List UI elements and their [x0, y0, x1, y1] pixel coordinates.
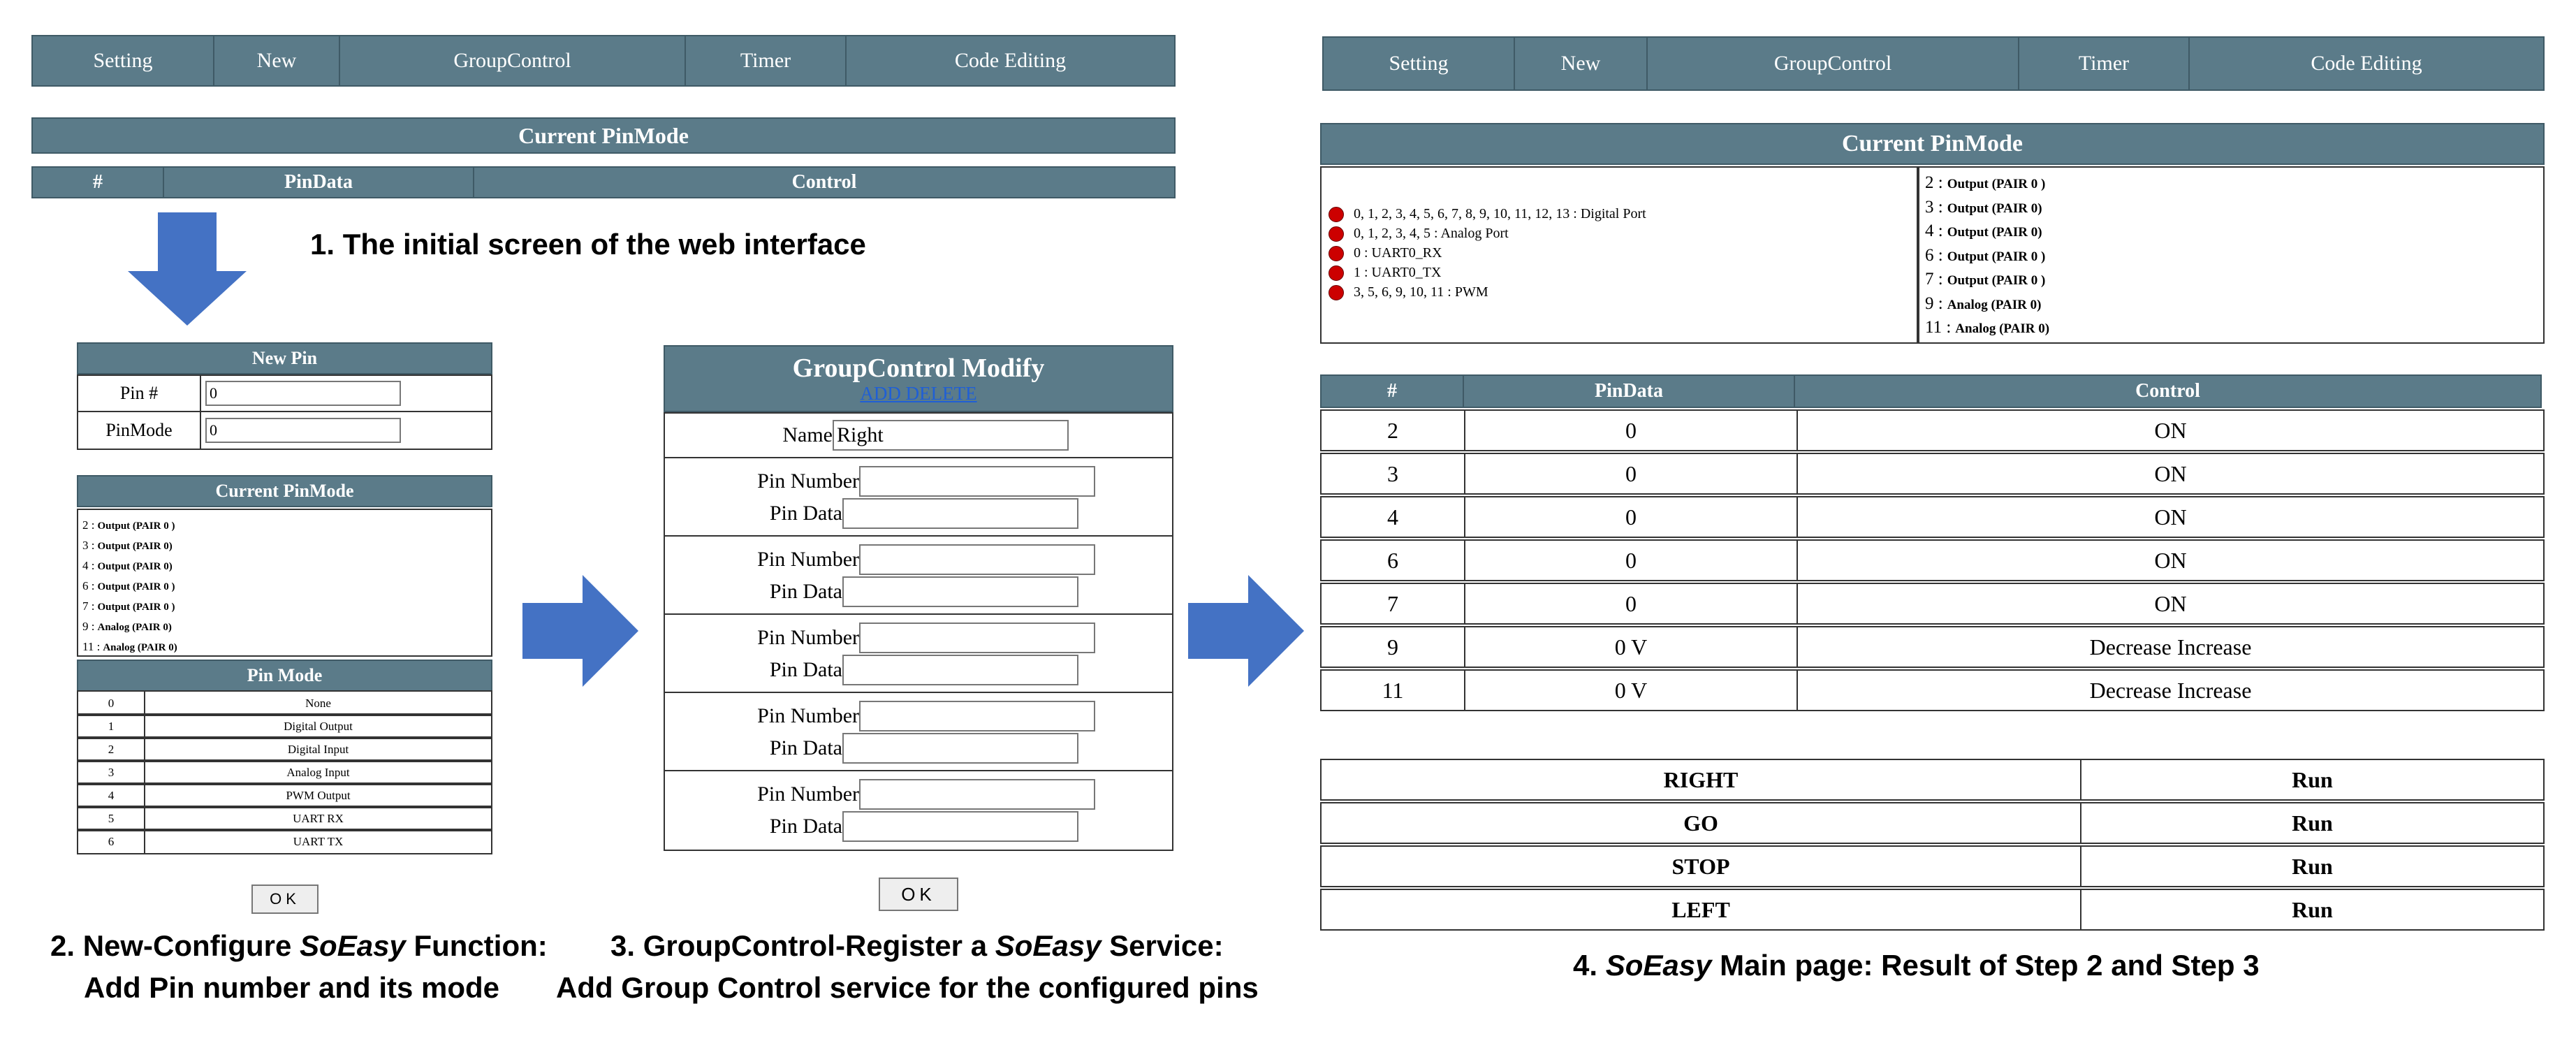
pin-data-cell: 0 — [1464, 453, 1798, 495]
run-button[interactable]: Run — [2080, 759, 2545, 801]
pin-number-cell: 7 — [1320, 583, 1465, 625]
pin-number-input[interactable] — [859, 779, 1095, 810]
pin-number: 4 : — [82, 559, 95, 572]
pin-mode-name: Digital Output — [144, 713, 492, 739]
pin-number: 4 : — [1925, 221, 1943, 240]
caption-step-3-text-b: Service: — [1101, 929, 1224, 962]
pinmode-list-item — [82, 597, 487, 617]
port-legend-item — [1329, 224, 1917, 243]
down-arrow-icon — [128, 212, 247, 326]
ok-button-new-pin[interactable]: OK — [251, 885, 319, 914]
pin-mode-title: Pin Mode — [77, 660, 492, 692]
group-name-cell: LEFT — [1320, 889, 2081, 931]
pin-mode-code: 3 — [77, 759, 145, 785]
pin-data-row — [665, 654, 1172, 686]
pin-number-cell: 9 — [1320, 626, 1465, 668]
caption-step-2-text-a: 2. New-Configure — [50, 929, 300, 962]
red-dot-icon — [1329, 226, 1344, 242]
pin-number-cell: 2 — [1320, 409, 1465, 451]
control-cell[interactable]: ON — [1796, 539, 2545, 581]
pinmode-list-item — [82, 617, 487, 637]
group-name-cell: GO — [1320, 802, 2081, 844]
red-dot-icon — [1329, 265, 1344, 281]
pinmode-list-item — [82, 516, 487, 536]
group-name-label: Name — [782, 423, 833, 446]
pin-mode-name: Digital Input — [144, 736, 492, 762]
pin-data-cell: 0 V — [1464, 626, 1798, 668]
control-cell[interactable]: ON — [1796, 496, 2545, 538]
caption-step-3-line-2: Add Group Control service for the configured pins — [556, 971, 1259, 1004]
column-header-pindata: PinData — [1463, 374, 1795, 408]
pin-data-row — [665, 576, 1172, 608]
control-cell[interactable]: Decrease Increase — [1796, 669, 2545, 711]
port-legend-item — [1329, 282, 1917, 302]
pin-number: 3 : — [82, 539, 95, 552]
pinmode-list-item — [1925, 220, 2538, 245]
pin-mode-text: Output (PAIR 0 ) — [97, 581, 175, 592]
tab-code-editing[interactable]: Code Editing — [2190, 36, 2545, 91]
pin-mode-code: 1 — [77, 713, 145, 739]
pin-mode-name: PWM Output — [144, 782, 492, 808]
pin-mode-row — [77, 806, 492, 830]
caption-step-3-text-a: 3. GroupControl-Register a — [610, 929, 995, 962]
pin-data-label: Pin Data — [769, 658, 842, 681]
tab-timer[interactable]: Timer — [2019, 36, 2190, 91]
pin-mode-row — [77, 759, 492, 784]
column-header-control: Control — [474, 166, 1176, 198]
ok-button-groupcontrol[interactable]: OK — [879, 878, 958, 911]
groupcontrol-modify-header — [664, 345, 1173, 412]
pin-data-cell: 0 — [1464, 583, 1798, 625]
pin-data-input[interactable] — [842, 498, 1078, 529]
caption-step-2-line-2: Add Pin number and its mode — [84, 971, 500, 1004]
port-legend-text: 0 : UART0_RX — [1354, 245, 1442, 261]
run-button[interactable]: Run — [2080, 802, 2545, 844]
pin-mode-text: Output (PAIR 0 ) — [97, 602, 175, 613]
pin-mode-text: Analog (PAIR 0) — [97, 622, 172, 633]
pin-mode-text: Output (PAIR 0) — [1947, 225, 2042, 240]
add-delete-link[interactable]: ADD DELETE — [860, 383, 977, 404]
pin-data-row — [665, 810, 1172, 843]
pin-mode-text: Analog (PAIR 0) — [103, 642, 177, 653]
pin-number-cell — [200, 374, 492, 412]
table-row — [1320, 583, 2545, 625]
pin-number-cell: 3 — [1320, 453, 1465, 495]
group-row — [1320, 889, 2545, 931]
groupcontrol-form — [664, 412, 1173, 851]
pin-entry-block — [665, 537, 1172, 615]
caption-step-4 — [1573, 949, 2260, 982]
nav-bar-1 — [31, 35, 1176, 87]
pinmode-cell — [200, 411, 492, 450]
control-cell[interactable]: Decrease Increase — [1796, 626, 2545, 668]
pinmode-list-item — [1925, 196, 2538, 221]
caption-step-4-text-b: Main page: Result of Step 2 and Step 3 — [1711, 949, 2260, 982]
pin-number-input[interactable] — [859, 623, 1095, 653]
new-pin-title: New Pin — [77, 342, 492, 374]
caption-step-3-emphasis: SoEasy — [995, 929, 1102, 962]
main-group-table — [1320, 759, 2545, 932]
port-legend-item — [1329, 243, 1917, 263]
pin-number-input[interactable] — [859, 701, 1095, 731]
pin-number-row — [665, 700, 1172, 732]
main-pin-modes — [1918, 166, 2545, 344]
pin-number-label: Pin Number — [757, 782, 859, 806]
panel-title-current-pinmode: Current PinMode — [31, 117, 1176, 154]
pin-mode-name: UART TX — [144, 829, 492, 854]
pin-data-label: Pin Data — [769, 580, 842, 603]
right-arrow-icon — [522, 575, 638, 687]
pin-data-row — [665, 732, 1172, 764]
nav-bar-2 — [1322, 36, 2545, 91]
pin-number-label: Pin Number — [757, 548, 859, 571]
table-row — [1320, 539, 2545, 581]
pin-mode-text: Output (PAIR 0 ) — [1947, 177, 2046, 191]
tab-setting[interactable]: Setting — [1322, 36, 1515, 91]
tab-groupcontrol[interactable]: GroupControl — [340, 35, 686, 87]
caption-step-2-line-1 — [50, 929, 548, 963]
column-header-number: # — [1320, 374, 1464, 408]
pin-mode-text: Output (PAIR 0 ) — [1947, 249, 2046, 264]
group-name-cell: STOP — [1320, 845, 2081, 887]
table-row — [1320, 669, 2545, 711]
main-port-legend — [1320, 166, 1918, 344]
pin-mode-name: UART RX — [144, 806, 492, 831]
pin-data-label: Pin Data — [769, 736, 842, 759]
pin-number-label: Pin # — [77, 374, 201, 412]
pinmode-list-item — [1925, 172, 2538, 196]
pin-mode-name: None — [144, 690, 492, 716]
caption-step-1: 1. The initial screen of the web interface — [310, 228, 866, 261]
pinmode-list-item — [82, 536, 487, 556]
pin-number-label: Pin Number — [757, 704, 859, 727]
pin-number-input[interactable]: 0 — [205, 381, 401, 406]
pin-number: 7 : — [82, 599, 95, 613]
current-pinmode-list — [77, 509, 492, 657]
table-row — [1320, 626, 2545, 668]
pin-data-input[interactable] — [842, 733, 1078, 764]
pin-table-header — [1320, 374, 2545, 408]
pin-data-cell: 0 V — [1464, 669, 1798, 711]
pin-number-input[interactable] — [859, 466, 1095, 497]
table-row — [1320, 496, 2545, 538]
main-current-pinmode-title: Current PinMode — [1320, 123, 2545, 165]
pin-mode-text: Output (PAIR 0) — [1947, 201, 2042, 216]
group-name-row — [665, 414, 1172, 458]
caption-step-4-text-a: 4. — [1573, 949, 1606, 982]
pin-number-input[interactable] — [859, 544, 1095, 575]
group-row — [1320, 802, 2545, 844]
pin-mode-row — [77, 713, 492, 738]
run-button[interactable]: Run — [2080, 889, 2545, 931]
pinmode-list-item — [1925, 245, 2538, 269]
pinmode-input[interactable]: 0 — [205, 418, 401, 443]
column-header-control: Control — [1794, 374, 2542, 408]
pin-data-label: Pin Data — [769, 502, 842, 525]
pinmode-list-item — [1925, 316, 2538, 341]
new-pin-form — [77, 374, 492, 450]
pin-number: 9 : — [82, 620, 95, 633]
control-cell[interactable]: ON — [1796, 453, 2545, 495]
pin-mode-table — [77, 692, 492, 853]
pin-number-row — [665, 544, 1172, 576]
pin-entry-block — [665, 693, 1172, 771]
pin-number-cell: 11 — [1320, 669, 1465, 711]
main-pin-table — [1320, 374, 2545, 711]
pin-data-input[interactable] — [842, 811, 1078, 842]
pin-number-cell: 4 — [1320, 496, 1465, 538]
port-legend-item — [1329, 204, 1917, 224]
pin-data-row — [665, 497, 1172, 530]
pin-data-input[interactable] — [842, 655, 1078, 685]
tab-setting[interactable]: Setting — [31, 35, 214, 87]
pin-mode-row — [77, 782, 492, 807]
caption-step-4-emphasis: SoEasy — [1605, 949, 1712, 982]
pin-mode-code: 0 — [77, 690, 145, 716]
pin-mode-name: Analog Input — [144, 759, 492, 785]
pin-number: 6 : — [1925, 245, 1943, 265]
group-name-cell: RIGHT — [1320, 759, 2081, 801]
tab-timer[interactable]: Timer — [686, 35, 847, 87]
pin-data-input[interactable] — [842, 576, 1078, 607]
port-legend-text: 0, 1, 2, 3, 4, 5 : Analog Port — [1354, 226, 1509, 241]
group-name-input[interactable]: Right — [833, 420, 1069, 451]
column-header-pindata: PinData — [164, 166, 474, 198]
panel-columns — [31, 166, 1176, 198]
pin-mode-text: Output (PAIR 0 ) — [1947, 273, 2046, 288]
red-dot-icon — [1329, 285, 1344, 300]
pin-number-row — [665, 778, 1172, 810]
pin-mode-text: Output (PAIR 0) — [97, 541, 173, 552]
group-row — [1320, 759, 2545, 801]
pin-mode-text: Output (PAIR 0 ) — [97, 520, 175, 532]
caption-step-2-emphasis: SoEasy — [300, 929, 406, 962]
pin-entry-block — [665, 615, 1172, 693]
pin-number: 2 : — [1925, 173, 1943, 192]
pin-entry-block — [665, 771, 1172, 850]
column-header-number: # — [31, 166, 164, 198]
tab-new[interactable]: New — [1515, 36, 1648, 91]
pin-mode-text: Output (PAIR 0) — [97, 561, 173, 572]
pin-mode-row — [77, 690, 492, 715]
pinmode-list-item — [82, 576, 487, 597]
port-legend-text: 0, 1, 2, 3, 4, 5, 6, 7, 8, 9, 10, 11, 12, 13 : Digital Port — [1354, 206, 1646, 221]
pin-data-label: Pin Data — [769, 815, 842, 838]
red-dot-icon — [1329, 246, 1344, 261]
pin-number-row — [665, 465, 1172, 497]
groupcontrol-modify-title: GroupControl Modify — [792, 354, 1045, 383]
control-cell[interactable]: ON — [1796, 409, 2545, 451]
pin-number-label: Pin Number — [757, 469, 859, 493]
pin-number: 11 : — [1925, 318, 1952, 337]
pinmode-list-item — [82, 556, 487, 576]
pin-mode-code: 6 — [77, 829, 145, 854]
pin-mode-row — [77, 736, 492, 761]
pinmode-label: PinMode — [77, 411, 201, 450]
pin-number: 3 : — [1925, 197, 1943, 217]
pinmode-list-item — [1925, 268, 2538, 293]
pin-number: 7 : — [1925, 270, 1943, 289]
group-row — [1320, 845, 2545, 887]
pin-data-cell: 0 — [1464, 496, 1798, 538]
pin-number: 6 : — [82, 579, 95, 592]
port-legend-text: 3, 5, 6, 9, 10, 11 : PWM — [1354, 284, 1488, 300]
run-button[interactable]: Run — [2080, 845, 2545, 887]
pin-number: 2 : — [82, 518, 95, 532]
tab-groupcontrol[interactable]: GroupControl — [1648, 36, 2019, 91]
control-cell[interactable]: ON — [1796, 583, 2545, 625]
pin-mode-text: Analog (PAIR 0) — [1955, 321, 2050, 336]
pin-data-cell: 0 — [1464, 539, 1798, 581]
port-legend-item — [1329, 263, 1917, 282]
pin-number-cell: 6 — [1320, 539, 1465, 581]
red-dot-icon — [1329, 207, 1344, 222]
pin-number: 11 : — [82, 640, 101, 653]
port-legend-text: 1 : UART0_TX — [1354, 265, 1442, 280]
pinmode-list-item — [1925, 293, 2538, 317]
pin-number: 9 : — [1925, 293, 1943, 313]
pin-mode-code: 4 — [77, 782, 145, 808]
pinmode-list-item — [82, 637, 487, 657]
right-arrow-icon — [1188, 575, 1304, 687]
caption-step-2-text-b: Function: — [405, 929, 548, 962]
pin-data-cell: 0 — [1464, 409, 1798, 451]
pin-entry-block — [665, 458, 1172, 537]
caption-step-3-line-1 — [610, 929, 1224, 963]
table-row — [1320, 453, 2545, 495]
pin-number-label: Pin Number — [757, 626, 859, 649]
tab-new[interactable]: New — [214, 35, 340, 87]
pin-mode-text: Analog (PAIR 0) — [1947, 297, 2042, 312]
tab-code-editing[interactable]: Code Editing — [847, 35, 1176, 87]
pin-number-row — [665, 622, 1172, 654]
pin-mode-row — [77, 829, 492, 853]
pin-mode-code: 2 — [77, 736, 145, 762]
current-pinmode-title-small: Current PinMode — [77, 475, 492, 507]
pin-mode-code: 5 — [77, 806, 145, 831]
table-row — [1320, 409, 2545, 451]
